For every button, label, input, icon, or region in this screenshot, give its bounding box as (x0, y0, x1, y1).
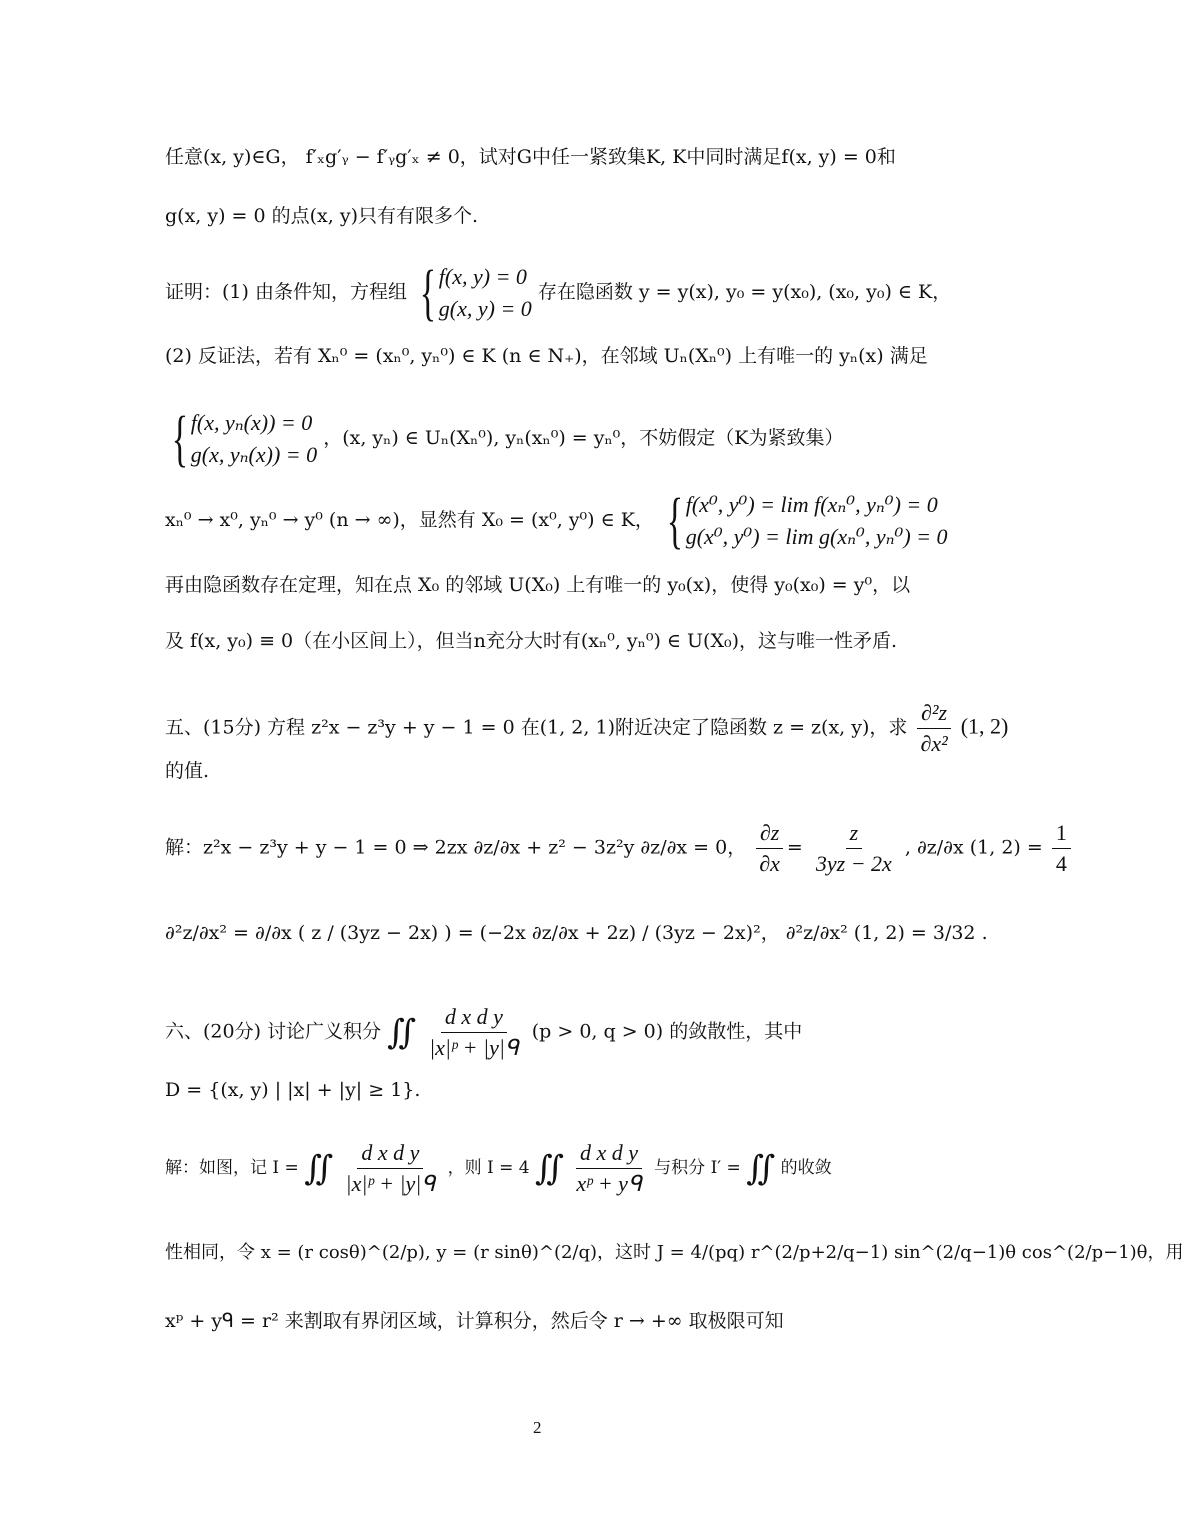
equation-system-2: { f(x, yₙ(x)) = 0 g(x, yₙ(x)) = 0 (171, 405, 318, 473)
proof-part-1 (165, 259, 952, 327)
equation-system-3: { f(x⁰, y⁰) = lim f(xₙ⁰, yₙ⁰) = 0 g(x⁰, y⁰) = lim g(xₙ⁰, yₙ⁰) = 0 (666, 487, 948, 555)
proof-part-2-tail: ，(x, yₙ) ∈ Uₙ(Xₙ⁰), yₙ(xₙ⁰) = yₙ⁰，不妨假定（K为紧致集） (323, 427, 844, 449)
system-eq-g: g(x, y) = 0 (438, 296, 532, 321)
problem-6-tail: (p > 0, q > 0) 的敛散性，其中 (531, 1020, 803, 1043)
proof-part-2-system (165, 405, 930, 473)
solution-5-line-2: ∂²z/∂x² = ∂/∂x ( z / (3yz − 2x) ) = (−2x ∂z/∂x + 2z) / (3yz − 2x)²， ∂²z/∂x² (1, 2) = 3/32 . (165, 922, 988, 944)
frac-den: ∂x² (920, 731, 948, 756)
quarter-frac (1052, 820, 1071, 877)
double-integral-symbol: ∬ (534, 1148, 564, 1189)
double-integral-symbol: ∬ (746, 1148, 776, 1189)
text-line-7: 再由隐函数存在定理，知在点 X₀ 的邻域 U(X₀) 上有唯一的 y₀(x)，使得 y₀(x₀) = y⁰，以 (165, 574, 911, 596)
integrand-frac (425, 1004, 523, 1061)
double-integral-symbol: ∬ (304, 1148, 334, 1189)
problem-6 (165, 1004, 930, 1061)
text-line-17: xᵖ + yᑫ = r² 来割取有界闭区域，计算积分，然后令 r → +∞ 取极限可知 (165, 1310, 784, 1332)
frac-num: z (846, 820, 863, 849)
frac-den: |x|ᵖ + |y|ᑫ (345, 1171, 436, 1196)
text-line-10: 的值. (165, 760, 210, 782)
frac-den: |x|ᵖ + |y|ᑫ (429, 1035, 519, 1060)
z-over-denominator-frac (812, 820, 896, 877)
solution-6-mid-2: 与积分 I′ = (654, 1158, 741, 1178)
frac-num: ∂z (756, 820, 783, 849)
solution-6-line-1 (165, 1140, 930, 1197)
system-eq-g-n: g(x, yₙ(x)) = 0 (190, 442, 318, 467)
text-line-4: (2) 反证法，若有 Xₙ⁰ = (xₙ⁰, yₙ⁰) ∈ K (n ∈ N₊)，在邻域 Uₙ(Xₙ⁰) 上有唯一的 yₙ(x) 满足 (165, 345, 928, 367)
solution-5-text: 解：z²x − z³y + y − 1 = 0 ⇒ 2zx ∂z/∂x + z² − 3z²y ∂z/∂x = 0， (165, 836, 747, 859)
text-line-2: g(x, y) = 0 的点(x, y)只有有限多个. (165, 205, 479, 227)
point-label: (1, 2) (960, 713, 1009, 739)
frac-den: 3yz − 2x (815, 851, 892, 876)
problem-5 (165, 700, 1009, 757)
problem-5-text: 五、(15分) 方程 z²x − z³y + y − 1 = 0 在(1, 2, 1)附近决定了隐函数 z = z(x, y)，求 (165, 716, 908, 739)
frac-num: ∂²z (917, 700, 951, 729)
frac-num: d x d y (576, 1140, 642, 1169)
solution-6-text: 解：如图，记 I = (165, 1158, 299, 1178)
proof-label: 证明：(1) 由条件知，方程组 (165, 281, 407, 303)
system-eq-f-n: f(x, yₙ(x)) = 0 (190, 410, 313, 435)
domain-definition: D = {(x, y) | |x| + |y| ≥ 1}. (165, 1079, 421, 1101)
limit-line-text: xₙ⁰ → x⁰, yₙ⁰ → y⁰ (n → ∞)，显然有 X₀ = (x⁰, y⁰) ∈ K， (165, 509, 654, 531)
system-eq-f: f(x, y) = 0 (438, 264, 527, 289)
frac-den: xᵖ + yᑫ (576, 1171, 642, 1196)
solution-5-line-1: 解：z²x − z³y + y − 1 = 0 ⇒ 2zx ∂z/∂x + z² − 3z²y ∂z/∂x = 0， $\frac{\partial z}{\partial x}$ = $\frac{z}{3yz - 2x}$ , ∂z/∂x (1, 2) = $\frac{1}{4}$ (165, 820, 930, 877)
dz-value-text: , ∂z/∂x (1, 2) = (904, 836, 1043, 859)
substitution-line: 性相同，令 x = (r cosθ)^(2/p), y = (r sinθ)^(2/q)，这时 J = 4/(pq) r^(2/p+2/q−1) sin^(2/q−1)θ cos^(2/p−1)θ，用 (165, 1242, 1184, 1263)
solution-6-tail: 的收敛 (780, 1158, 832, 1178)
frac-den: 4 (1055, 851, 1067, 876)
frac-num: 1 (1052, 820, 1071, 849)
frac-num: d x d y (357, 1140, 423, 1169)
limit-eq-g: g(x⁰, y⁰) = lim g(xₙ⁰, yₙ⁰) = 0 (685, 524, 948, 549)
frac-num: d x d y (441, 1004, 507, 1033)
integrand-frac (342, 1140, 440, 1197)
limit-line (165, 487, 948, 555)
integrand-frac-2 (572, 1140, 645, 1197)
solution-6-mid: ，则 I = 4 (447, 1158, 530, 1178)
problem-6-text: 六、(20分) 讨论广义积分 (165, 1020, 382, 1043)
frac-den: ∂x (759, 851, 780, 876)
equation-system-1: { f(x, y) = 0 g(x, y) = 0 (419, 259, 532, 327)
limit-eq-f: f(x⁰, y⁰) = lim f(xₙ⁰, yₙ⁰) = 0 (685, 492, 938, 517)
text-line-1: 任意(x, y)∈G， f′ₓg′ᵧ − f′ᵧg′ₓ ≠ 0，试对G中任一紧致集K, K中同时满足f(x, y) = 0和 (165, 146, 896, 168)
double-integral-symbol: ∬ (387, 1012, 417, 1053)
second-derivative-fraction (916, 700, 951, 757)
page-number: 2 (533, 1418, 542, 1437)
proof-part-1-tail: 存在隐函数 y = y(x), y₀ = y(x₀), (x₀, y₀) ∈ K， (537, 281, 952, 303)
dz-dx-frac (755, 820, 784, 877)
text-line-8: 及 f(x, y₀) ≡ 0（在小区间上），但当n充分大时有(xₙ⁰, yₙ⁰) ∈ U(X₀)，这与唯一性矛盾. (165, 630, 898, 652)
